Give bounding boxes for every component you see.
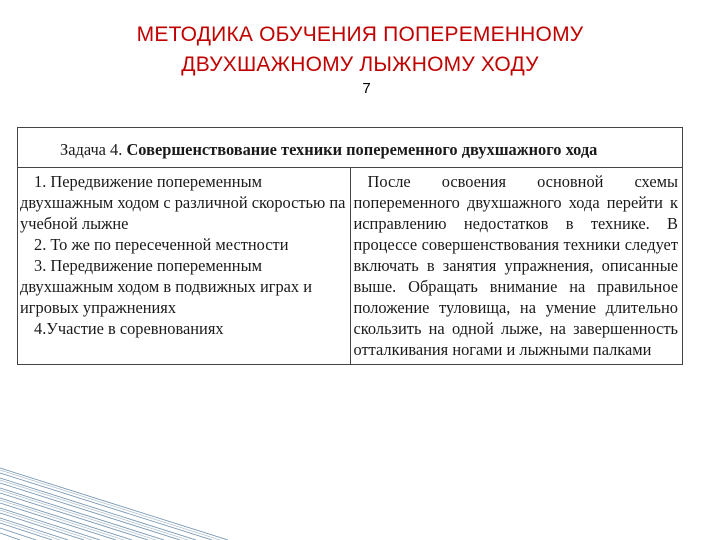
task-header-prefix: Задача 4. — [60, 140, 123, 159]
task-header-row — [18, 128, 683, 168]
exercise-item-3: 3. Передвижение попеременным двухшажным ходом в подвижных играх и игровых упражнениях — [20, 256, 312, 317]
exercise-item-2: 2. То же по пересеченной местности — [34, 235, 289, 254]
slide-title-line-1: МЕТОДИКА ОБУЧЕНИЯ ПОПЕРЕМЕННОМУ — [136, 23, 584, 46]
task-body-row — [18, 168, 683, 365]
task-table — [17, 127, 683, 365]
exercise-item-1: 1. Передвижение попеременным двухшажным ходом с различной скоростью па учебной лыжне — [20, 172, 346, 233]
exercise-item-4: 4.Участие в соревнованиях — [34, 319, 224, 338]
exercises-cell — [18, 168, 351, 365]
slide-title-line-2: ДВУХШАЖНОМУ ЛЫЖНОМУ ХОДУ — [181, 53, 539, 76]
task-header-title: Совершенствование техники попеременного двухшажного хода — [126, 140, 598, 159]
slide-title — [0, 20, 720, 80]
corner-decoration — [0, 440, 230, 540]
slide-number: 7 — [362, 80, 371, 97]
task-header-cell — [18, 128, 683, 168]
methodology-cell: После освоения основной схемы попеременного двухшажного хода перейти к исправлению недостатков в технике. В процессе совершенствования техники следует включать в занятия упражнения, описанные выше. Обращать внимание на правильное положение туловища, на умение длительно скользить на одной лыже, на завершенность отталкивания ногами и лыжными палками — [350, 168, 683, 365]
